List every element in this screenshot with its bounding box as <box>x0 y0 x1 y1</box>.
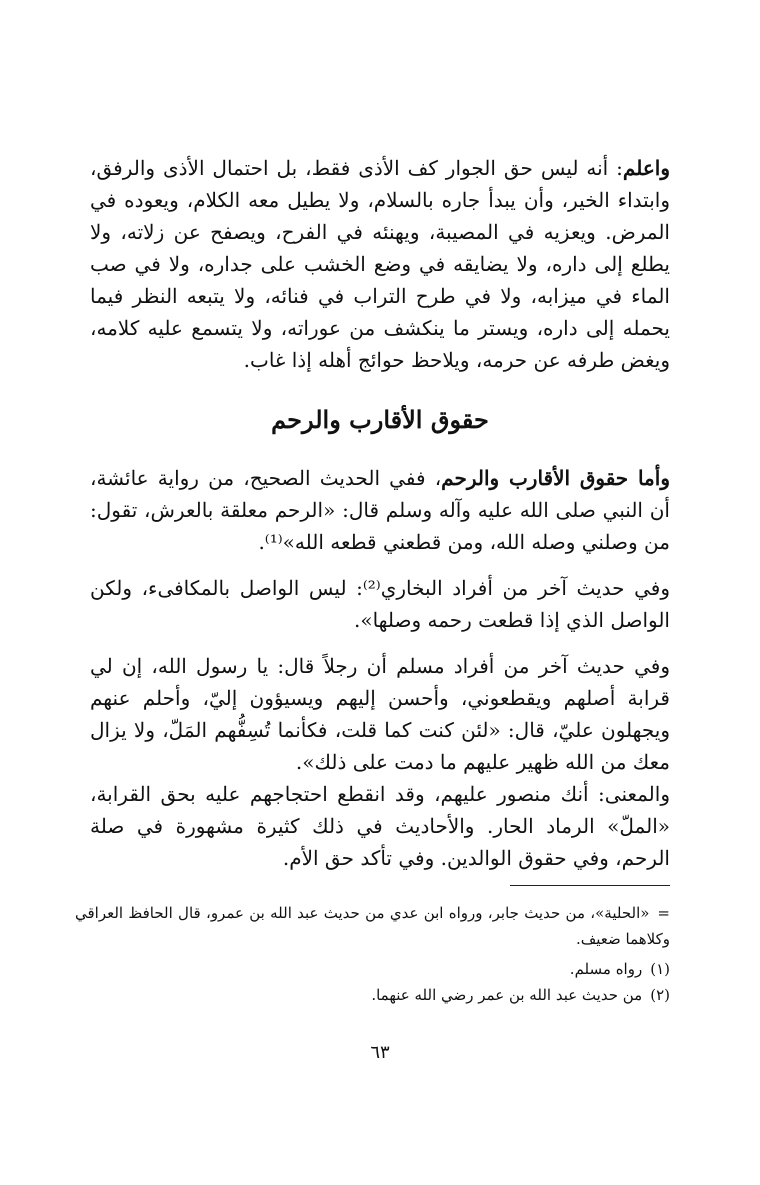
paragraph-text: : أنه ليس حق الجوار كف الأذى فقط، بل احتمال الأذى والرفق، وابتداء الخير، وأن يبدأ جاره بالسلام، ولا يطيل معه الكلام، ويعوده في المرض. ويعزيه في المصيبة، ويهنئه في الفرح، ويصفح عن زلاته، ولا يطلع إلى داره، ولا يضايقه في وضع الخشب على جداره، ولا في صب الماء في ميزابه، ولا في طرح التراب في فنائه، ولا يتبعه النظر فيما يحمله إلى داره، ويستر ما ينكشف من عوراته، ولا يتسمع عليه كلامه، ويغض طرفه عن حرمه، ويلاحظ حوائج أهله إذا غاب. <box>90 156 670 372</box>
paragraph-meaning: والمعنى: أنك منصور عليهم، وقد انقطع احتجاجهم عليه بحق القرابة، «الملّ» الرماد الحار. والأحاديث في ذلك كثيرة مشهورة في صلة الرحم، وفي حقوق الوالدين. وفي تأكد حق الأم. <box>90 782 670 870</box>
footnote-continuation <box>75 900 670 952</box>
footnote-1 <box>75 956 670 982</box>
section-heading: حقوق الأقارب والرحم <box>271 405 489 434</box>
paragraph-text: ، ففي الحديث الصحيح، من رواية عائشة، أن النبي صلى الله عليه وآله وسلم قال: «الرحم معلقة بالعرش، تقول: من وصلني وصله الله، ومن قطعني قطعه الله»⁽¹⁾. <box>90 466 670 554</box>
footnote-number: (٢) <box>650 986 670 1004</box>
footnote-text: من حديث عبد الله بن عمر رضي الله عنهما. <box>371 986 643 1004</box>
footnote-number: (١) <box>650 960 670 978</box>
footnote-text: «الحلية»، من حديث جابر، ورواه ابن عدي من حديث عبد الله بن عمرو، قال الحافظ العراقي وكلاهما ضعيف. <box>75 904 670 948</box>
paragraph-bukhari-hadith: وفي حديث آخر من أفراد البخاري⁽²⁾: ليس الواصل بالمكافىء، ولكن الواصل الذي إذا قطعت رحمه وصلها». <box>90 576 670 632</box>
footnote-text: رواه مسلم. <box>569 960 643 978</box>
footnote-2 <box>75 982 670 1008</box>
continuation-marker: = <box>657 904 670 922</box>
page-number: ٦٣ <box>370 1042 390 1063</box>
paragraph-lead-word: واعلم <box>622 156 670 180</box>
paragraph-muslim-hadith: وفي حديث آخر من أفراد مسلم أن رجلاً قال: يا رسول الله، إن لي قرابة أصلهم ويقطعوني، وأحسن إليهم ويسيؤون إليّ، وأحلم عنهم ويجهلون عليّ، قال: «لئن كنت كما قلت، فكأنما تُسِفُّهم المَلّ، ولا يزال معك من الله ظهير عليهم ما دمت على ذلك». <box>90 654 670 774</box>
paragraph-kinship-hadith <box>90 462 670 558</box>
paragraph-lead-phrase: وأما حقوق الأقارب والرحم <box>441 466 670 490</box>
paragraph-neighbor-rights <box>90 152 670 376</box>
footnote-separator <box>510 885 670 886</box>
